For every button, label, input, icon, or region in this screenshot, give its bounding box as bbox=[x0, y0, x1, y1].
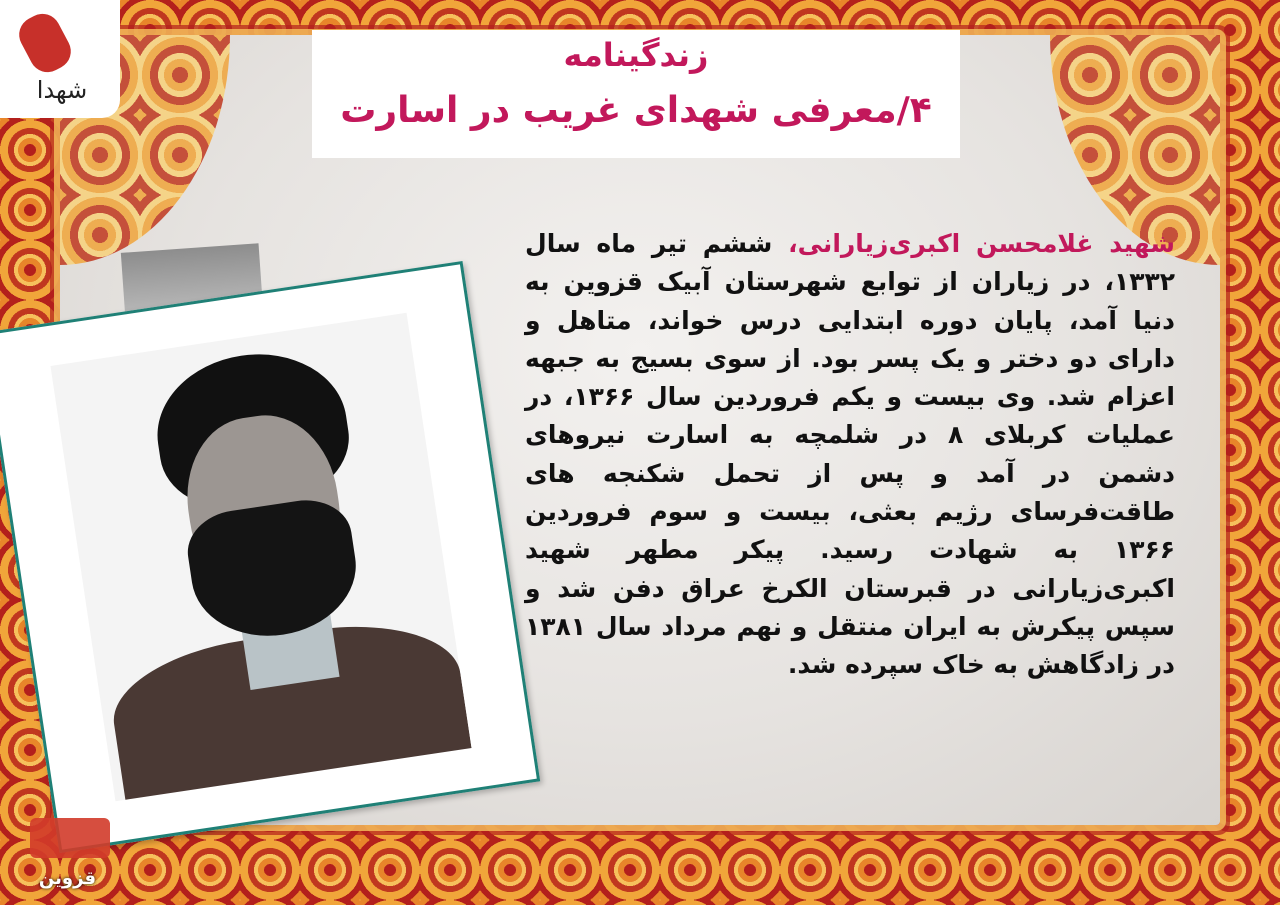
page-title: زندگینامه bbox=[563, 36, 709, 74]
logo-text: شهدا bbox=[36, 76, 88, 104]
biography-text bbox=[525, 225, 1175, 685]
biography-body: ششم تیر ماه سال ۱۳۳۲، در زیاران از توابع شهرستان آبیک قزوین به دنیا آمد، پایان دوره ابتدایی درس خواند، متاهل و دارای دو دختر و یک پسر بود. از سوی بسیج به جبهه اعزام شد. وی بیست و یکم فروردین سال ۱۳۶۶، در عملیات کربلای ۸ در شلمچه به اسارت نیروهای دشمن در آمد و پس از تحمل شکنجه های طاقت‌فرسای رژیم بعثی، بیست و سوم فروردین ۱۳۶۶ به شهادت رسید. پیکر مطهر شهید اکبری‌زیارانی در قبرستان الکرخ عراق دفن شد و سپس پیکرش به ایران منتقل و نهم مرداد سال ۱۳۸۱ در زادگاهش به خاک سپرده شد. bbox=[525, 229, 1175, 680]
shohada-logo bbox=[0, 0, 120, 118]
stamp-logo-icon bbox=[30, 818, 110, 858]
page-subtitle: ۴/معرفی شهدای غریب در اسارت bbox=[340, 90, 932, 131]
title-box bbox=[312, 30, 960, 158]
dog-tag-icon bbox=[13, 8, 77, 79]
portrait-photo bbox=[50, 313, 471, 801]
portrait-card bbox=[0, 261, 540, 853]
stamp-text: قزوین bbox=[38, 868, 97, 889]
province-stamp bbox=[20, 812, 115, 892]
martyr-name: شهید غلامحسن اکبری‌زیارانی، bbox=[788, 229, 1175, 258]
